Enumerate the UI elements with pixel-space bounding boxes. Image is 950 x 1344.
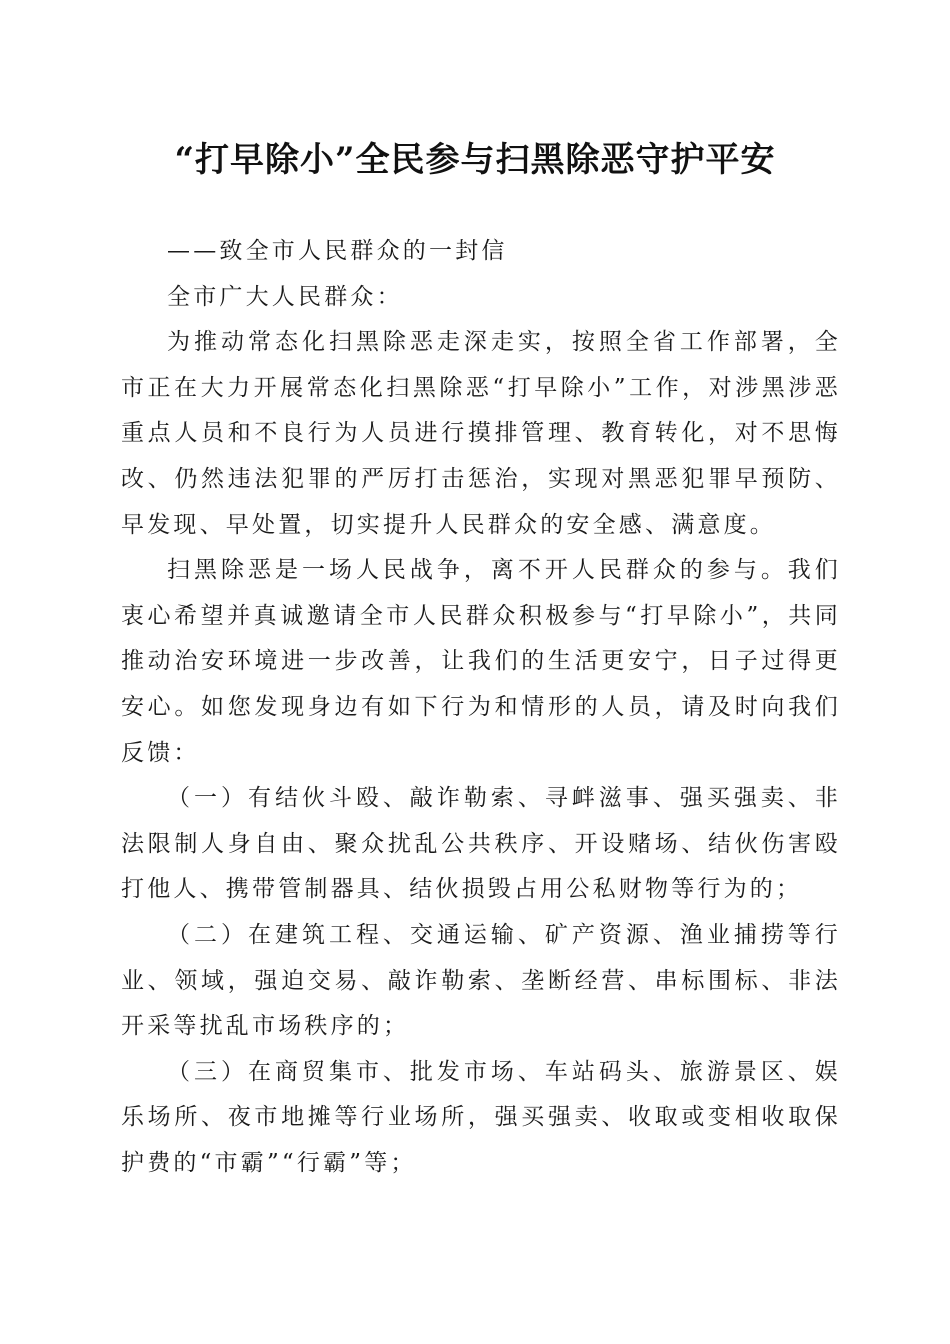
paragraph-intro: 为推动常态化扫黑除恶走深走实，按照全省工作部署，全市正在大力开展常态化扫黑除恶“打早除小”工作，对涉黑涉恶重点人员和不良行为人员进行摸排管理、教育转化，对不思悔改、仍然违法犯罪的严厉打击惩治，实现对黑恶犯罪早预防、早发现、早处置，切实提升人民群众的安全感、满意度。 [121, 329, 841, 538]
document-title: “打早除小”全民参与扫黑除恶守护平安 [174, 140, 776, 180]
letter-salutation: 全市广大人民群众： [167, 283, 403, 310]
document-body [121, 229, 841, 1186]
paragraph-item-1: （一）有结伙斗殴、敲诈勒索、寻衅滋事、强买强卖、非法限制人身自由、聚众扰乱公共秩序、开设赌场、结伙伤害殴打他人、携带管制器具、结伙损毁占用公私财物等行为的； [121, 785, 841, 903]
letter-subtitle: ——致全市人民群众的一封信 [167, 238, 508, 264]
paragraph-appeal: 扫黑除恶是一场人民战争，离不开人民群众的参与。我们衷心希望并真诚邀请全市人民群众积极参与“打早除小”，共同推动治安环境进一步改善，让我们的生活更安宁，日子过得更安心。如您发现身边有如下行为和情形的人员，请及时向我们反馈： [121, 557, 841, 766]
paragraph-item-3: （三）在商贸集市、批发市场、车站码头、旅游景区、娱乐场所、夜市地摊等行业场所，强买强卖、收取或变相收取保护费的“市霸”“行霸”等； [121, 1058, 841, 1176]
paragraph-item-2: （二）在建筑工程、交通运输、矿产资源、渔业捕捞等行业、领域，强迫交易、敲诈勒索、垄断经营、串标围标、非法开采等扰乱市场秩序的； [121, 921, 841, 1040]
